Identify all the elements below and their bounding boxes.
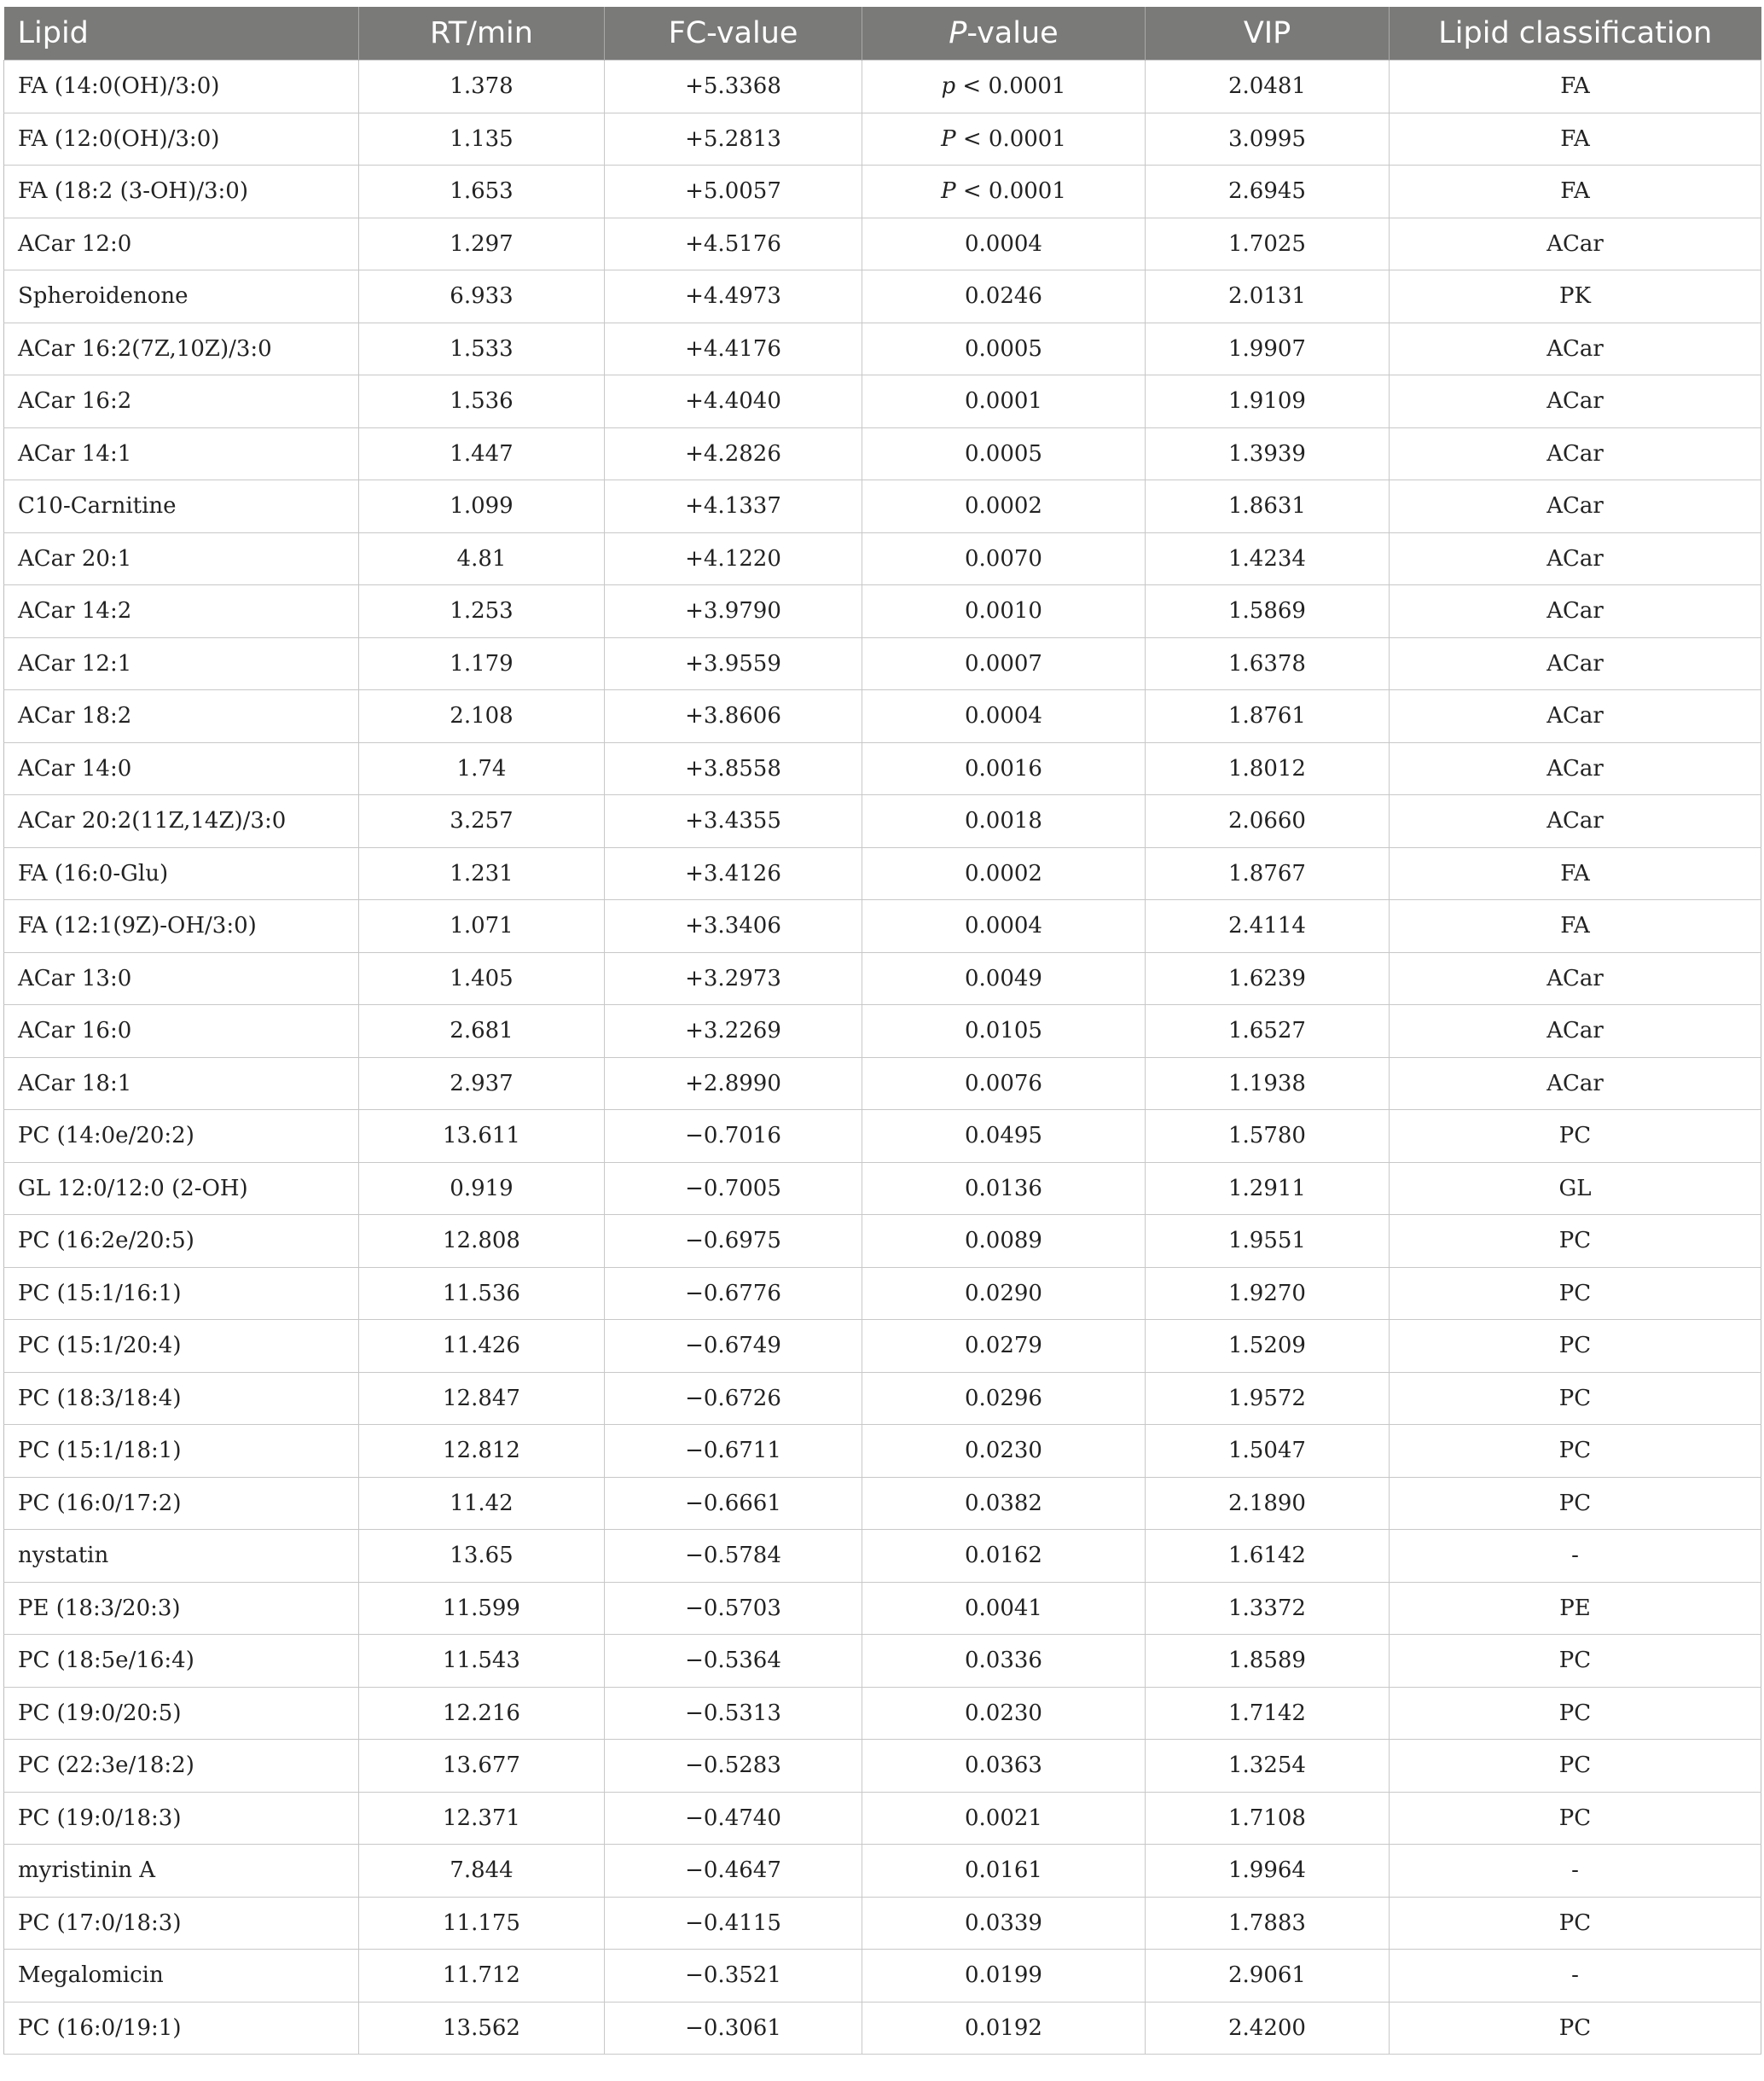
cell-fc-value: −0.6776 <box>605 1267 862 1320</box>
cell-p-value: 0.0041 <box>862 1582 1146 1635</box>
cell-p-value <box>862 166 1146 218</box>
table-row <box>4 900 1761 953</box>
cell-rt: 7.844 <box>359 1845 605 1898</box>
cell-lipid-classification: PC <box>1390 1320 1761 1373</box>
cell-lipid: nystatin <box>4 1530 359 1583</box>
cell-rt: 13.65 <box>359 1530 605 1583</box>
table-row <box>4 1845 1761 1898</box>
cell-lipid: Spheroidenone <box>4 270 359 323</box>
cell-p-value <box>862 61 1146 113</box>
cell-vip: 1.6142 <box>1146 1530 1390 1583</box>
cell-p-value: 0.0363 <box>862 1740 1146 1793</box>
cell-p-value: 0.0049 <box>862 952 1146 1005</box>
cell-lipid: ACar 16:2 <box>4 375 359 428</box>
cell-rt: 1.378 <box>359 61 605 113</box>
cell-rt: 1.135 <box>359 113 605 166</box>
table-row <box>4 375 1761 428</box>
cell-vip: 2.1890 <box>1146 1477 1390 1530</box>
cell-p-value: 0.0339 <box>862 1897 1146 1950</box>
cell-fc-value: +4.5176 <box>605 218 862 270</box>
cell-lipid: ACar 16:0 <box>4 1005 359 1058</box>
cell-fc-value: +5.0057 <box>605 166 862 218</box>
table-row <box>4 1792 1761 1845</box>
cell-vip: 1.9572 <box>1146 1372 1390 1425</box>
cell-vip: 1.6239 <box>1146 952 1390 1005</box>
table-row <box>4 427 1761 480</box>
cell-rt: 2.681 <box>359 1005 605 1058</box>
cell-rt: 12.371 <box>359 1792 605 1845</box>
cell-lipid: PC (19:0/18:3) <box>4 1792 359 1845</box>
cell-lipid-classification: PC <box>1390 1740 1761 1793</box>
table-row <box>4 1635 1761 1688</box>
cell-fc-value: −0.5703 <box>605 1582 862 1635</box>
table-row <box>4 1950 1761 2003</box>
cell-lipid-classification: ACar <box>1390 480 1761 533</box>
cell-lipid-classification: PC <box>1390 1215 1761 1268</box>
cell-fc-value: −0.3521 <box>605 1950 862 2003</box>
cell-p-value: 0.0279 <box>862 1320 1146 1373</box>
cell-lipid: ACar 14:0 <box>4 742 359 795</box>
cell-lipid: PC (14:0e/20:2) <box>4 1110 359 1163</box>
header-lipid-classification: Lipid classification <box>1390 7 1761 61</box>
cell-lipid-classification: FA <box>1390 847 1761 900</box>
table-row <box>4 61 1761 113</box>
cell-lipid: FA (18:2 (3-OH)/3:0) <box>4 166 359 218</box>
cell-rt: 2.937 <box>359 1057 605 1110</box>
cell-lipid: PC (16:0/17:2) <box>4 1477 359 1530</box>
cell-vip: 1.6378 <box>1146 637 1390 690</box>
cell-p-value: 0.0230 <box>862 1425 1146 1478</box>
cell-lipid: FA (16:0-Glu) <box>4 847 359 900</box>
cell-p-value: 0.0004 <box>862 900 1146 953</box>
cell-fc-value: +2.8990 <box>605 1057 862 1110</box>
cell-lipid-classification: ACar <box>1390 218 1761 270</box>
cell-lipid: FA (14:0(OH)/3:0) <box>4 61 359 113</box>
cell-vip: 1.7025 <box>1146 218 1390 270</box>
table-row <box>4 1687 1761 1740</box>
cell-fc-value: −0.7016 <box>605 1110 862 1163</box>
cell-fc-value: +4.1337 <box>605 480 862 533</box>
cell-rt: 12.847 <box>359 1372 605 1425</box>
cell-lipid: PC (19:0/20:5) <box>4 1687 359 1740</box>
cell-p-value: 0.0105 <box>862 1005 1146 1058</box>
cell-lipid: ACar 16:2(7Z,10Z)/3:0 <box>4 323 359 375</box>
cell-vip: 1.8767 <box>1146 847 1390 900</box>
cell-p-value: 0.0004 <box>862 218 1146 270</box>
cell-fc-value: −0.7005 <box>605 1162 862 1215</box>
cell-p-value: 0.0192 <box>862 2002 1146 2055</box>
cell-lipid: PC (16:2e/20:5) <box>4 1215 359 1268</box>
cell-lipid: PC (18:3/18:4) <box>4 1372 359 1425</box>
cell-p-value: 0.0016 <box>862 742 1146 795</box>
cell-vip: 1.9964 <box>1146 1845 1390 1898</box>
cell-rt: 1.179 <box>359 637 605 690</box>
cell-lipid: FA (12:1(9Z)-OH/3:0) <box>4 900 359 953</box>
cell-lipid-classification: - <box>1390 1950 1761 2003</box>
cell-lipid-classification: PC <box>1390 2002 1761 2055</box>
cell-lipid-classification: FA <box>1390 113 1761 166</box>
cell-fc-value: −0.6749 <box>605 1320 862 1373</box>
table-header <box>4 7 1761 61</box>
cell-p-value: 0.0076 <box>862 1057 1146 1110</box>
cell-lipid: ACar 20:2(11Z,14Z)/3:0 <box>4 795 359 848</box>
cell-lipid-classification: PK <box>1390 270 1761 323</box>
table-row <box>4 113 1761 166</box>
cell-rt: 1.231 <box>359 847 605 900</box>
table-row <box>4 532 1761 585</box>
cell-lipid-classification: PC <box>1390 1267 1761 1320</box>
table-row <box>4 1005 1761 1058</box>
cell-vip: 1.4234 <box>1146 532 1390 585</box>
cell-vip: 2.0481 <box>1146 61 1390 113</box>
cell-lipid-classification: PE <box>1390 1582 1761 1635</box>
cell-lipid: FA (12:0(OH)/3:0) <box>4 113 359 166</box>
cell-lipid-classification: PC <box>1390 1477 1761 1530</box>
cell-lipid-classification: PC <box>1390 1110 1761 1163</box>
cell-rt: 1.071 <box>359 900 605 953</box>
table-row <box>4 637 1761 690</box>
cell-lipid: ACar 18:1 <box>4 1057 359 1110</box>
cell-p-value: 0.0246 <box>862 270 1146 323</box>
cell-lipid-classification: - <box>1390 1530 1761 1583</box>
cell-fc-value: −0.6661 <box>605 1477 862 1530</box>
cell-p-value: 0.0002 <box>862 480 1146 533</box>
cell-lipid-classification: ACar <box>1390 1005 1761 1058</box>
table-row <box>4 847 1761 900</box>
cell-lipid-classification: GL <box>1390 1162 1761 1215</box>
cell-lipid: PC (15:1/20:4) <box>4 1320 359 1373</box>
cell-p-value: 0.0230 <box>862 1687 1146 1740</box>
cell-rt: 11.536 <box>359 1267 605 1320</box>
cell-vip: 1.8012 <box>1146 742 1390 795</box>
cell-lipid: ACar 14:1 <box>4 427 359 480</box>
cell-p-value: 0.0199 <box>862 1950 1146 2003</box>
cell-rt: 1.099 <box>359 480 605 533</box>
cell-lipid: PE (18:3/20:3) <box>4 1582 359 1635</box>
cell-lipid-classification: ACar <box>1390 690 1761 743</box>
p-symbol: p <box>941 73 956 100</box>
cell-lipid: myristinin A <box>4 1845 359 1898</box>
cell-p-value: 0.0382 <box>862 1477 1146 1530</box>
cell-fc-value: −0.5283 <box>605 1740 862 1793</box>
cell-fc-value: +5.2813 <box>605 113 862 166</box>
cell-lipid: Megalomicin <box>4 1950 359 2003</box>
cell-p-value: 0.0004 <box>862 690 1146 743</box>
cell-lipid: PC (18:5e/16:4) <box>4 1635 359 1688</box>
cell-vip: 1.6527 <box>1146 1005 1390 1058</box>
cell-rt: 0.919 <box>359 1162 605 1215</box>
table-row <box>4 2002 1761 2055</box>
header-fc-value: FC-value <box>605 7 862 61</box>
table-row <box>4 1057 1761 1110</box>
cell-rt: 12.812 <box>359 1425 605 1478</box>
cell-rt: 11.599 <box>359 1582 605 1635</box>
cell-vip: 1.5209 <box>1146 1320 1390 1373</box>
cell-fc-value: +3.2269 <box>605 1005 862 1058</box>
p-symbol: P <box>941 178 956 205</box>
cell-rt: 11.543 <box>359 1635 605 1688</box>
cell-fc-value: −0.5313 <box>605 1687 862 1740</box>
table-row <box>4 1582 1761 1635</box>
cell-lipid-classification: PC <box>1390 1792 1761 1845</box>
table-row <box>4 1162 1761 1215</box>
header-vip: VIP <box>1146 7 1390 61</box>
cell-lipid-classification: PC <box>1390 1425 1761 1478</box>
cell-fc-value: −0.6726 <box>605 1372 862 1425</box>
cell-fc-value: −0.3061 <box>605 2002 862 2055</box>
table-row <box>4 480 1761 533</box>
cell-fc-value: +3.9559 <box>605 637 862 690</box>
table-row <box>4 1215 1761 1268</box>
cell-lipid: PC (22:3e/18:2) <box>4 1740 359 1793</box>
cell-rt: 4.81 <box>359 532 605 585</box>
p-threshold: < 0.0001 <box>955 178 1066 205</box>
cell-rt: 11.712 <box>359 1950 605 2003</box>
cell-vip: 1.8761 <box>1146 690 1390 743</box>
cell-rt: 1.447 <box>359 427 605 480</box>
cell-rt: 2.108 <box>359 690 605 743</box>
table-row <box>4 1425 1761 1478</box>
cell-p-value: 0.0001 <box>862 375 1146 428</box>
header-p-suffix: -value <box>966 16 1059 50</box>
cell-p-value: 0.0005 <box>862 427 1146 480</box>
table-row <box>4 1372 1761 1425</box>
table-row <box>4 690 1761 743</box>
cell-vip: 1.8589 <box>1146 1635 1390 1688</box>
cell-fc-value: +4.2826 <box>605 427 862 480</box>
cell-fc-value: −0.6975 <box>605 1215 862 1268</box>
header-rt: RT/min <box>359 7 605 61</box>
header-row <box>4 7 1761 61</box>
cell-rt: 13.611 <box>359 1110 605 1163</box>
header-p-symbol: P <box>949 16 967 50</box>
table-row <box>4 585 1761 638</box>
cell-p-value: 0.0161 <box>862 1845 1146 1898</box>
cell-fc-value: −0.5364 <box>605 1635 862 1688</box>
cell-fc-value: +3.2973 <box>605 952 862 1005</box>
cell-lipid: PC (16:0/19:1) <box>4 2002 359 2055</box>
cell-lipid: GL 12:0/12:0 (2-OH) <box>4 1162 359 1215</box>
cell-vip: 1.7883 <box>1146 1897 1390 1950</box>
cell-lipid-classification: ACar <box>1390 323 1761 375</box>
table-row <box>4 323 1761 375</box>
cell-p-value: 0.0136 <box>862 1162 1146 1215</box>
cell-rt: 1.297 <box>359 218 605 270</box>
cell-lipid-classification: ACar <box>1390 952 1761 1005</box>
table-row <box>4 1530 1761 1583</box>
cell-p-value: 0.0290 <box>862 1267 1146 1320</box>
cell-vip: 2.4200 <box>1146 2002 1390 2055</box>
cell-p-value: 0.0002 <box>862 847 1146 900</box>
cell-lipid-classification: FA <box>1390 166 1761 218</box>
table-row <box>4 1320 1761 1373</box>
cell-vip: 3.0995 <box>1146 113 1390 166</box>
cell-rt: 1.253 <box>359 585 605 638</box>
cell-lipid-classification: ACar <box>1390 585 1761 638</box>
cell-lipid: PC (15:1/16:1) <box>4 1267 359 1320</box>
cell-fc-value: +5.3368 <box>605 61 862 113</box>
cell-lipid: ACar 20:1 <box>4 532 359 585</box>
p-threshold: < 0.0001 <box>955 125 1066 152</box>
cell-lipid-classification: - <box>1390 1845 1761 1898</box>
cell-vip: 1.2911 <box>1146 1162 1390 1215</box>
cell-fc-value: +4.1220 <box>605 532 862 585</box>
cell-fc-value: +3.3406 <box>605 900 862 953</box>
cell-p-value: 0.0070 <box>862 532 1146 585</box>
header-lipid: Lipid <box>4 7 359 61</box>
cell-p-value: 0.0089 <box>862 1215 1146 1268</box>
table-row <box>4 952 1761 1005</box>
table-row <box>4 1110 1761 1163</box>
cell-lipid-classification: PC <box>1390 1372 1761 1425</box>
cell-lipid-classification: ACar <box>1390 532 1761 585</box>
cell-vip: 2.4114 <box>1146 900 1390 953</box>
cell-fc-value: +3.9790 <box>605 585 862 638</box>
cell-p-value <box>862 113 1146 166</box>
cell-rt: 1.74 <box>359 742 605 795</box>
cell-lipid: ACar 12:1 <box>4 637 359 690</box>
cell-vip: 1.9551 <box>1146 1215 1390 1268</box>
cell-lipid: C10-Carnitine <box>4 480 359 533</box>
cell-fc-value: +4.4973 <box>605 270 862 323</box>
cell-vip: 2.6945 <box>1146 166 1390 218</box>
cell-p-value: 0.0296 <box>862 1372 1146 1425</box>
cell-rt: 12.216 <box>359 1687 605 1740</box>
cell-fc-value: +3.8606 <box>605 690 862 743</box>
cell-rt: 11.426 <box>359 1320 605 1373</box>
cell-lipid-classification: ACar <box>1390 742 1761 795</box>
cell-vip: 1.3372 <box>1146 1582 1390 1635</box>
cell-vip: 2.0131 <box>1146 270 1390 323</box>
cell-lipid-classification: ACar <box>1390 427 1761 480</box>
cell-fc-value: +3.4126 <box>605 847 862 900</box>
cell-fc-value: −0.4115 <box>605 1897 862 1950</box>
table-row <box>4 166 1761 218</box>
cell-vip: 1.7108 <box>1146 1792 1390 1845</box>
cell-vip: 1.8631 <box>1146 480 1390 533</box>
table-row <box>4 1740 1761 1793</box>
cell-rt: 1.533 <box>359 323 605 375</box>
cell-lipid: ACar 13:0 <box>4 952 359 1005</box>
table-row <box>4 1897 1761 1950</box>
cell-lipid: ACar 18:2 <box>4 690 359 743</box>
cell-rt: 1.405 <box>359 952 605 1005</box>
lipid-table <box>3 7 1761 2055</box>
cell-rt: 1.653 <box>359 166 605 218</box>
cell-fc-value: −0.6711 <box>605 1425 862 1478</box>
cell-vip: 1.3939 <box>1146 427 1390 480</box>
table-row <box>4 795 1761 848</box>
cell-fc-value: −0.4740 <box>605 1792 862 1845</box>
cell-vip: 1.5869 <box>1146 585 1390 638</box>
table-row <box>4 742 1761 795</box>
cell-p-value: 0.0021 <box>862 1792 1146 1845</box>
cell-lipid: ACar 14:2 <box>4 585 359 638</box>
cell-rt: 13.562 <box>359 2002 605 2055</box>
p-symbol: P <box>941 125 956 152</box>
cell-vip: 1.9109 <box>1146 375 1390 428</box>
cell-lipid: PC (15:1/18:1) <box>4 1425 359 1478</box>
cell-vip: 2.0660 <box>1146 795 1390 848</box>
cell-lipid-classification: ACar <box>1390 795 1761 848</box>
cell-rt: 13.677 <box>359 1740 605 1793</box>
cell-vip: 1.1938 <box>1146 1057 1390 1110</box>
cell-lipid: ACar 12:0 <box>4 218 359 270</box>
p-threshold: < 0.0001 <box>955 73 1066 100</box>
cell-vip: 1.5780 <box>1146 1110 1390 1163</box>
cell-rt: 3.257 <box>359 795 605 848</box>
cell-p-value: 0.0007 <box>862 637 1146 690</box>
cell-fc-value: +3.8558 <box>605 742 862 795</box>
cell-lipid-classification: FA <box>1390 61 1761 113</box>
table-body <box>4 61 1761 2055</box>
table-row <box>4 1267 1761 1320</box>
cell-rt: 6.933 <box>359 270 605 323</box>
cell-rt: 11.42 <box>359 1477 605 1530</box>
cell-lipid-classification: ACar <box>1390 637 1761 690</box>
cell-fc-value: −0.5784 <box>605 1530 862 1583</box>
cell-vip: 1.9907 <box>1146 323 1390 375</box>
table-row <box>4 270 1761 323</box>
cell-lipid: PC (17:0/18:3) <box>4 1897 359 1950</box>
cell-fc-value: +4.4176 <box>605 323 862 375</box>
cell-vip: 1.9270 <box>1146 1267 1390 1320</box>
cell-p-value: 0.0010 <box>862 585 1146 638</box>
cell-p-value: 0.0162 <box>862 1530 1146 1583</box>
cell-fc-value: −0.4647 <box>605 1845 862 1898</box>
cell-fc-value: +4.4040 <box>605 375 862 428</box>
cell-p-value: 0.0336 <box>862 1635 1146 1688</box>
cell-vip: 1.7142 <box>1146 1687 1390 1740</box>
cell-vip: 1.5047 <box>1146 1425 1390 1478</box>
cell-fc-value: +3.4355 <box>605 795 862 848</box>
cell-lipid-classification: PC <box>1390 1897 1761 1950</box>
cell-vip: 1.3254 <box>1146 1740 1390 1793</box>
table-row <box>4 218 1761 270</box>
cell-lipid-classification: ACar <box>1390 375 1761 428</box>
cell-p-value: 0.0018 <box>862 795 1146 848</box>
cell-rt: 1.536 <box>359 375 605 428</box>
cell-lipid-classification: FA <box>1390 900 1761 953</box>
cell-vip: 2.9061 <box>1146 1950 1390 2003</box>
cell-p-value: 0.0005 <box>862 323 1146 375</box>
cell-lipid-classification: PC <box>1390 1635 1761 1688</box>
cell-p-value: 0.0495 <box>862 1110 1146 1163</box>
cell-lipid-classification: PC <box>1390 1687 1761 1740</box>
cell-lipid-classification: ACar <box>1390 1057 1761 1110</box>
header-p-value <box>862 7 1146 61</box>
cell-rt: 12.808 <box>359 1215 605 1268</box>
cell-rt: 11.175 <box>359 1897 605 1950</box>
table-row <box>4 1477 1761 1530</box>
